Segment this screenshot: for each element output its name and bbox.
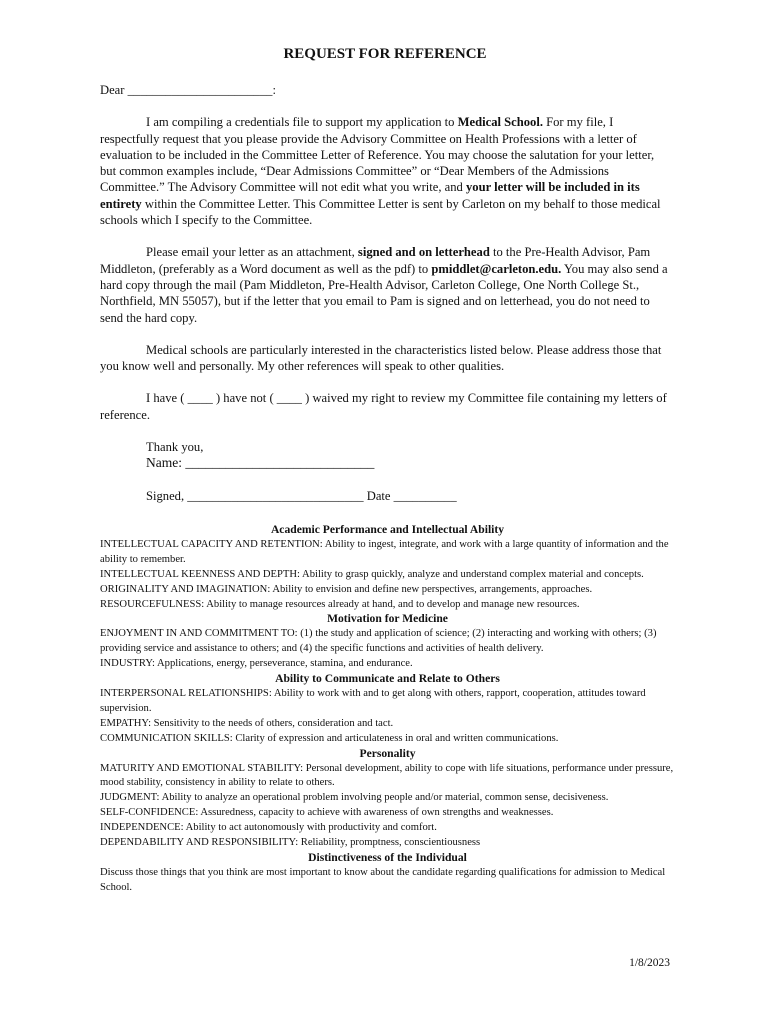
criterion-item: ORIGINALITY AND IMAGINATION: Ability to envision and define new perspectives, arrangements, approaches. <box>100 583 593 595</box>
criterion-item: SELF-CONFIDENCE: Assuredness, capacity to achieve with awareness of own strengths and weaknesses. <box>100 807 554 819</box>
criterion-item: INTERPERSONAL RELATIONSHIPS: Ability to work with and to get along with others, rapport, cooperation, attitudes toward supervision. <box>100 687 646 714</box>
letter-body <box>100 82 672 504</box>
email-link[interactable]: pmiddlet@carleton.edu. <box>431 261 562 276</box>
salutation: Dear _______________________: <box>100 83 276 97</box>
criterion-item: Discuss those things that you think are most important to know about the candidate regarding qualifications for admission to Medical School. <box>100 866 666 893</box>
criterion-item: INDUSTRY: Applications, energy, perseverance, stamina, and endurance. <box>100 658 413 670</box>
section-heading: Personality <box>359 746 416 760</box>
page-title: REQUEST FOR REFERENCE <box>283 46 487 62</box>
paragraph-submission: Please email your letter as an attachment, signed and on letterhead to the Pre-Health Advisor, Pam Middleton, (preferably as a Word document as well as the pdf) to pmiddlet@carleton.edu. You may also send a hard copy through the mail (Pam Middleton, Pre-Health Advisor, Carleton College, One North College St., Northfield, MN 55057), but if the letter that you email to Pam is signed and on letterhead, you do not need to send the hard copy. <box>100 245 668 325</box>
characteristics-list <box>100 523 675 896</box>
criterion-item: RESOURCEFULNESS: Ability to manage resources already at hand, and to develop and manage new resources. <box>100 598 580 610</box>
criterion-item: INTELLECTUAL KEENNESS AND DEPTH: Ability to grasp quickly, analyze and understand complex material and concepts. <box>100 568 644 580</box>
criterion-item: MATURITY AND EMOTIONAL STABILITY: Personal development, ability to cope with life situations, performance under pressure, mood stability, consistency in ability to relate to others. <box>100 762 674 789</box>
paragraph-waiver: I have ( ____ ) have not ( ____ ) waived my right to review my Committee file containing my letters of reference. <box>100 391 667 422</box>
name-line: Name: ____________________________ <box>146 455 375 471</box>
section-heading: Distinctiveness of the Individual <box>308 850 467 864</box>
thank-you: Thank you, <box>146 440 204 455</box>
paragraph-characteristics: Medical schools are particularly interested in the characteristics listed below. Please address those that you know well and personally. My other references will speak to other qualities. <box>100 342 662 374</box>
criterion-item: INTELLECTUAL CAPACITY AND RETENTION: Ability to ingest, integrate, and work with a large quantity of information and the ability to remember. <box>100 538 669 565</box>
criterion-item: ENJOYMENT IN AND COMMITMENT TO: (1) the study and application of science; (2) interacting and working with others; (3) providing service and assistance to others; and (4) the specific functions and activities of health delivery. <box>100 628 657 655</box>
section-heading: Motivation for Medicine <box>327 612 448 626</box>
paragraph-intro: I am compiling a credentials file to support my application to Medical School. For my file, I respectfully request that you please provide the Advisory Committee on Health Professions with a letter of evaluation to be included in the Committee Letter of Reference. You may choose the salutation for your letter, but common examples include, “Dear Admissions Committee” or “Dear Members of the Admissions Committee.” The Advisory Committee will not edit what you write, and your letter will be included in its entirety within the Committee Letter. This Committee Letter is sent by Carleton on my behalf to those medical schools which I specify to the Committee. <box>100 115 661 228</box>
section-heading: Ability to Communicate and Relate to Others <box>275 672 500 686</box>
criterion-item: DEPENDABILITY AND RESPONSIBILITY: Reliability, promptness, conscientiousness <box>100 837 481 849</box>
criterion-item: EMPATHY: Sensitivity to the needs of others, consideration and tact. <box>100 717 394 729</box>
signed-date-line: Signed, ____________________________ Date __________ <box>146 488 457 503</box>
criterion-item: INDEPENDENCE: Ability to act autonomously with productivity and comfort. <box>100 822 437 834</box>
criterion-item: JUDGMENT: Ability to analyze an operational problem involving people and/or material, common sense, decisiveness. <box>100 792 609 804</box>
footer-date: 1/8/2023 <box>629 957 670 969</box>
criterion-item: COMMUNICATION SKILLS: Clarity of expression and articulateness in oral and written communications. <box>100 732 559 744</box>
section-heading: Academic Performance and Intellectual Ability <box>270 523 505 536</box>
